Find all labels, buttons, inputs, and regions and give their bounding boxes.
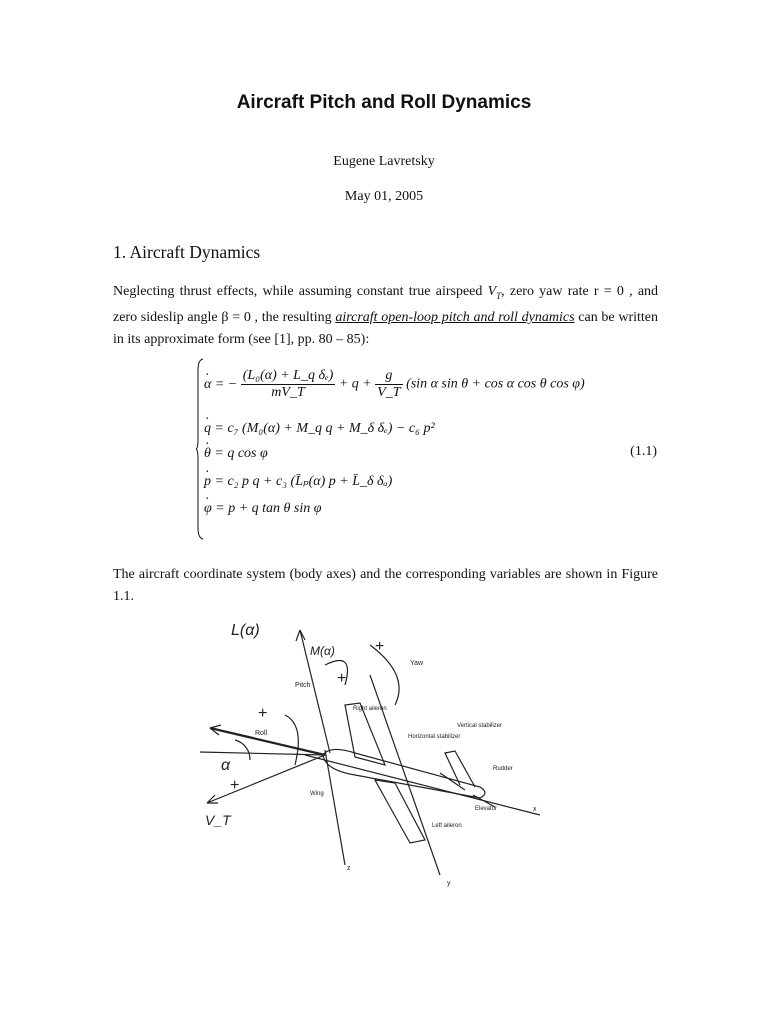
label-velocity: V_T [205, 812, 231, 828]
paragraph-2: The aircraft coordinate system (body axes) and the corresponding variables are shown in Figure 1.1. [113, 567, 658, 604]
equation-brace [196, 358, 204, 540]
equation-theta: · θ = q cos φ [204, 446, 268, 462]
equation-q: · q = c₇ (M₀(α) + M_q q + M_δ δₑ) − c₆ p² [204, 421, 435, 437]
label-z: z [347, 865, 351, 872]
paragraph-1: Neglecting thrust effects, while assuming constant true airspeed $V_T$, zero yaw rate r = 0 , and zero sideslip angle β = 0 , the resulting aircraft open-loop pitch and roll dynamics can be written in its approximate form (see [1], pp. 80 – 85): [113, 284, 659, 347]
roll-arc [285, 715, 298, 765]
label-x: x [533, 806, 537, 813]
paper-title: Aircraft Pitch and Roll Dynamics [236, 92, 532, 113]
label-pitch: Pitch [295, 682, 311, 689]
section-heading: 1. Aircraft Dynamics [113, 242, 261, 262]
equation-alpha: · α = − $\frac{\text{(L₀(α) + L\_q δₑ)}}{mV\_T}$ + q + $\frac{g}{V\_T}$ (sin α sin θ + cos α cos θ cos φ) [204, 368, 585, 401]
label-vertical-stabilizer: Vertical stabilizer [457, 723, 503, 729]
label-plus-pitch: + [337, 670, 347, 687]
label-yaw: Yaw [410, 660, 424, 667]
label-plus-alpha: + [230, 777, 240, 794]
label-plus-yaw: + [375, 638, 385, 655]
label-moment: M(α) [310, 644, 335, 658]
x-axis-line [305, 755, 540, 815]
alpha-arc [235, 740, 250, 760]
label-wing: Wing [310, 791, 324, 797]
label-plus-roll: + [258, 705, 268, 722]
label-roll: Roll [255, 730, 268, 737]
label-left-aileron: Left aileron [432, 823, 462, 829]
equation-number: (1.1) [630, 444, 657, 459]
label-elevator: Elevator [475, 806, 498, 812]
label-y: y [447, 880, 451, 887]
y-axis-line [370, 675, 440, 875]
aircraft-body-axes-figure [195, 615, 545, 905]
equation-phi: · φ = p + q tan θ sin φ [204, 501, 322, 517]
z-axis-line [325, 750, 345, 865]
label-horizontal-stabilizer: Horizontal stabilizer [408, 734, 461, 740]
horizontal-stabilizer [440, 773, 495, 807]
wind-arrow [210, 728, 325, 755]
emphasis-text: aircraft open-loop pitch and roll dynamics [335, 309, 575, 325]
author: Eugene Lavretsky [333, 154, 435, 169]
horizon-line [200, 752, 325, 755]
equation-p: · p = c₂ p q + c₃ (L̄ₚ(α) p + L̄_δ δₐ) [204, 473, 392, 490]
label-rudder: Rudder [493, 766, 513, 772]
label-right-aileron: Right aileron [353, 706, 387, 712]
date: May 01, 2005 [344, 189, 424, 204]
label-alpha: α [221, 757, 231, 774]
label-lift: L(α) [231, 622, 260, 639]
